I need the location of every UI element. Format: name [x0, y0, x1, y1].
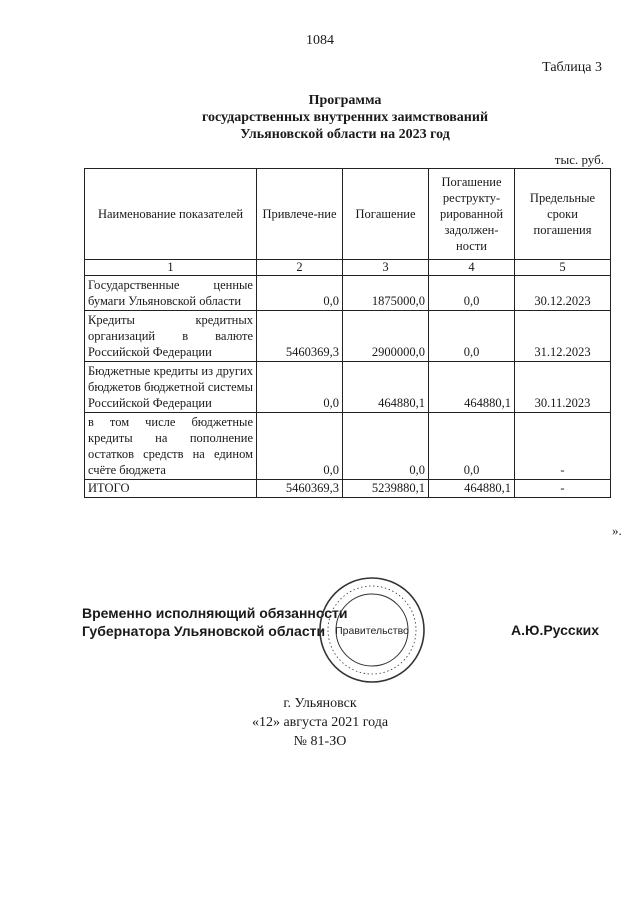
row-terms: - — [515, 413, 611, 480]
signing-date: «12» августа 2021 года — [251, 715, 389, 730]
row-repay: 0,0 — [343, 413, 429, 480]
stamp-text: Правительство — [335, 625, 409, 637]
row-name: Государственные ценные бумаги Ульяновской области — [85, 276, 257, 311]
row-terms: 30.12.2023 — [515, 276, 611, 311]
row-repay: 2900000,0 — [343, 311, 429, 362]
table-row — [85, 311, 611, 362]
table-row — [85, 276, 611, 311]
column-number: 2 — [257, 260, 343, 276]
document-title — [150, 92, 540, 143]
table-total-row — [85, 480, 611, 498]
column-numbers-row — [85, 260, 611, 276]
row-name: Бюджетные кредиты из других бюджетов бюджетной системы Российской Федерации — [85, 362, 257, 413]
borrowing-program-table — [84, 168, 611, 498]
signing-place-block — [0, 694, 640, 751]
row-terms: 30.11.2023 — [515, 362, 611, 413]
title-line-1: Программа — [308, 93, 382, 108]
row-terms: 31.12.2023 — [515, 311, 611, 362]
header-restructured: Погашение реструкту-рированной задолжен-ности — [429, 169, 515, 260]
row-repay: 464880,1 — [343, 362, 429, 413]
table-row — [85, 362, 611, 413]
row-borrow: 5460369,3 — [257, 311, 343, 362]
signer-title-line-2: Губернатора Ульяновской области — [82, 623, 326, 639]
table-label: Таблица 3 — [542, 60, 602, 75]
total-repay: 5239880,1 — [343, 480, 429, 498]
row-restructured: 0,0 — [429, 276, 515, 311]
row-borrow: 0,0 — [257, 276, 343, 311]
column-number: 5 — [515, 260, 611, 276]
total-restructured: 464880,1 — [429, 480, 515, 498]
row-name: Кредиты кредитных организаций в валюте Российской Федерации — [85, 311, 257, 362]
total-name: ИТОГО — [85, 480, 257, 498]
row-repay: 1875000,0 — [343, 276, 429, 311]
row-name: в том числе бюджетные кредиты на пополнение остатков средств на едином счёте бюджета — [85, 413, 257, 480]
column-number: 3 — [343, 260, 429, 276]
header-repay: Погашение — [343, 169, 429, 260]
table-row — [85, 413, 611, 480]
row-restructured: 0,0 — [429, 413, 515, 480]
closing-quote: ». — [612, 523, 622, 538]
signer-title-line-1: Временно исполняющий обязанности — [82, 605, 348, 621]
header-borrow: Привлече-ние — [257, 169, 343, 260]
units-label: тыс. руб. — [554, 152, 604, 167]
total-borrow: 5460369,3 — [257, 480, 343, 498]
header-name: Наименование показателей — [85, 169, 257, 260]
page-number: 1084 — [306, 33, 334, 48]
signer-title — [82, 604, 347, 640]
law-number: № 81-ЗО — [293, 734, 347, 749]
title-line-2: государственных внутренних заимствований — [201, 110, 489, 125]
table-header-row — [85, 169, 611, 260]
header-terms: Предельные сроки погашения — [515, 169, 611, 260]
row-borrow: 0,0 — [257, 362, 343, 413]
column-number: 1 — [85, 260, 257, 276]
total-terms: - — [515, 480, 611, 498]
signing-city: г. Ульяновск — [283, 696, 357, 711]
signer-name: А.Ю.Русских — [511, 622, 600, 638]
row-restructured: 0,0 — [429, 311, 515, 362]
row-restructured: 464880,1 — [429, 362, 515, 413]
title-line-3: Ульяновской области на 2023 год — [240, 127, 450, 142]
row-borrow: 0,0 — [257, 413, 343, 480]
official-seal-stamp — [316, 574, 428, 686]
column-number: 4 — [429, 260, 515, 276]
